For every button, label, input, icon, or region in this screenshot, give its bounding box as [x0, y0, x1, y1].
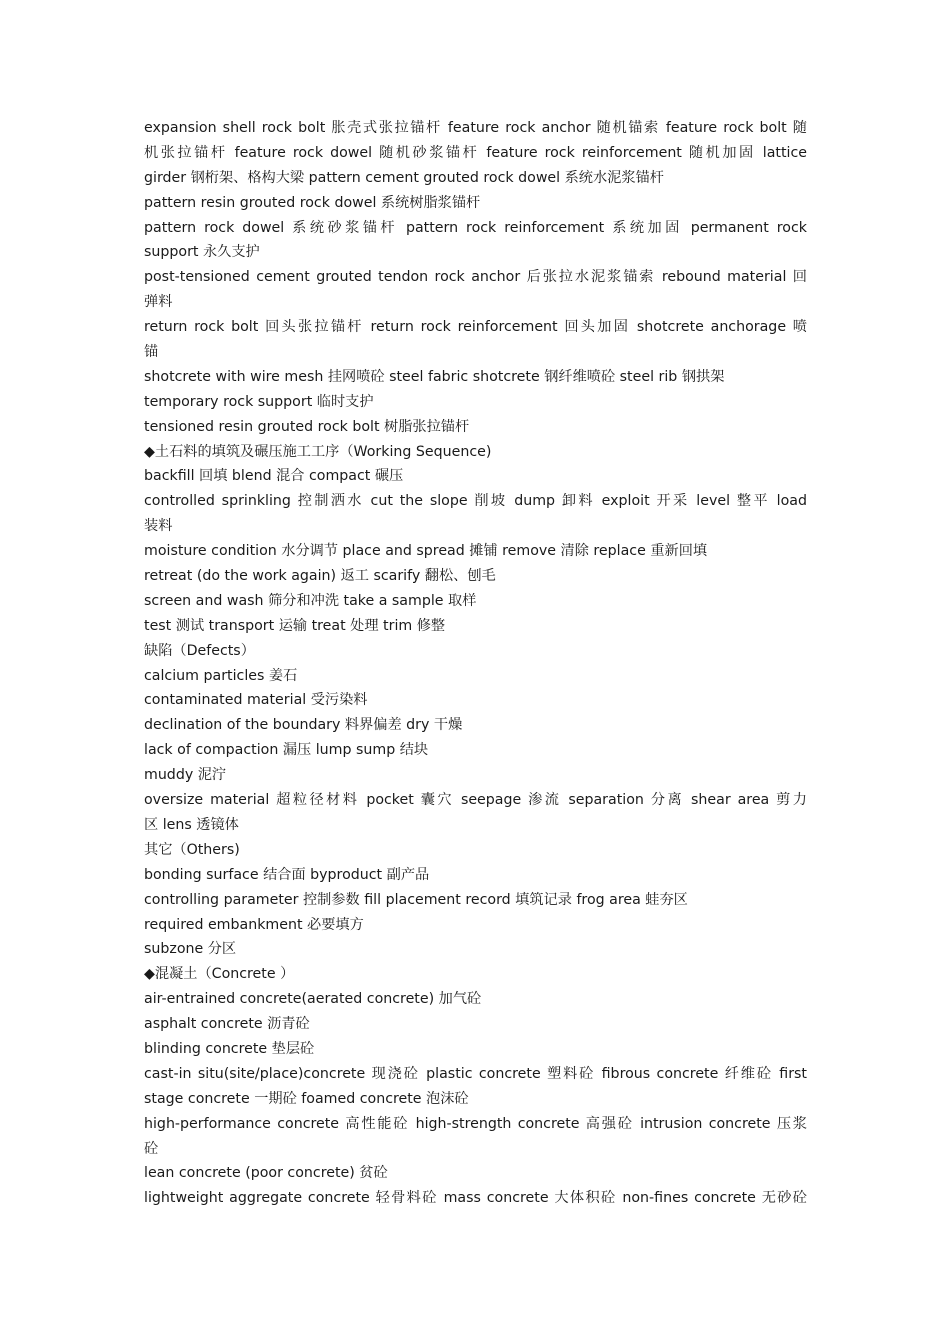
- text-line: blinding concrete 垫层砼: [144, 1040, 315, 1057]
- text-line: controlling parameter 控制参数 fill placement record 填筑记录 frog area 蛙夯区: [144, 891, 688, 908]
- text-line: shotcrete with wire mesh 挂网喷砼 steel fabric shotcrete 钢纤维喷砼 steel rib 钢拱架: [144, 368, 725, 385]
- text-line: ◆混凝土（Concrete ）: [144, 966, 295, 983]
- text-line: lightweight aggregate concrete 轻骨料砼 mass concrete 大体积砼 non-fines concrete 无砂砼: [144, 1190, 807, 1207]
- text-line: cast-in situ(site/place)concrete 现浇砼 plastic concrete 塑料砼 fibrous concrete 纤维砼 first: [144, 1065, 807, 1082]
- text-line: 砼: [144, 1140, 159, 1157]
- text-line: subzone 分区: [144, 941, 237, 958]
- text-line: required embankment 必要填方: [144, 916, 364, 933]
- text-line: expansion shell rock bolt 胀壳式张拉锚杆 feature rock anchor 随机锚索 feature rock bolt 随: [144, 120, 807, 136]
- text-line: 锚: [144, 344, 159, 361]
- text-line: asphalt concrete 沥青砼: [144, 1016, 310, 1033]
- text-line: 其它（Others): [144, 841, 240, 858]
- text-line: test 测试 transport 运输 treat 处理 trim 修整: [144, 617, 446, 634]
- text-line: 机张拉锚杆 feature rock dowel 随机砂浆锚杆 feature rock reinforcement 随机加固 lattice: [144, 144, 807, 161]
- text-line: ◆土石料的填筑及碾压施工工序（Working Sequence): [144, 443, 492, 460]
- text-line: post-tensioned cement grouted tendon rock anchor 后张拉水泥浆锚索 rebound material 回: [144, 269, 807, 286]
- text-line: contaminated material 受污染料: [144, 692, 368, 709]
- text-line: backfill 回填 blend 混合 compact 碾压: [144, 468, 404, 485]
- text-line: air-entrained concrete(aerated concrete) 加气砼: [144, 991, 482, 1008]
- text-line: oversize material 超粒径材料 pocket 囊穴 seepage 渗流 separation 分离 shear area 剪力: [144, 792, 807, 809]
- text-line: screen and wash 筛分和冲洗 take a sample 取样: [144, 592, 477, 609]
- text-line: girder 钢桁架、格构大梁 pattern cement grouted rock dowel 系统水泥浆锚杆: [144, 169, 664, 186]
- text-line: 缺陷（Defects）: [144, 642, 255, 659]
- text-line: temporary rock support 临时支护: [144, 393, 374, 410]
- text-line: declination of the boundary 料界偏差 dry 干燥: [144, 717, 463, 734]
- text-line: muddy 泥泞: [144, 767, 227, 784]
- text-line: 装料: [144, 518, 173, 535]
- text-line: controlled sprinkling 控制洒水 cut the slope 削坡 dump 卸料 exploit 开采 level 整平 load: [144, 493, 807, 510]
- text-line: lack of compaction 漏压 lump sump 结块: [144, 742, 429, 759]
- text-line: high-performance concrete 高性能砼 high-strength concrete 高强砼 intrusion concrete 压浆: [144, 1115, 807, 1132]
- text-line: retreat (do the work again) 返工 scarify 翻松、刨毛: [144, 568, 496, 585]
- document-page: [144, 116, 807, 1211]
- text-line: stage concrete 一期砼 foamed concrete 泡沫砼: [144, 1090, 469, 1107]
- text-line: support 永久支护: [144, 244, 260, 261]
- text-line: 弹料: [144, 294, 173, 311]
- text-line: calcium particles 姜石: [144, 667, 298, 684]
- text-line: pattern resin grouted rock dowel 系统树脂浆锚杆: [144, 194, 481, 211]
- text-line: bonding surface 结合面 byproduct 副产品: [144, 866, 430, 883]
- text-line: 区 lens 透镜体: [144, 816, 239, 833]
- text-line: return rock bolt 回头张拉锚杆 return rock reinforcement 回头加固 shotcrete anchorage 喷: [144, 319, 807, 336]
- text-line: lean concrete (poor concrete) 贫砼: [144, 1165, 388, 1182]
- text-line: pattern rock dowel 系统砂浆锚杆 pattern rock reinforcement 系统加固 permanent rock: [144, 219, 807, 236]
- text-line: moisture condition 水分调节 place and spread 摊铺 remove 清除 replace 重新回填: [144, 543, 708, 560]
- text-line: tensioned resin grouted rock bolt 树脂张拉锚杆: [144, 418, 470, 435]
